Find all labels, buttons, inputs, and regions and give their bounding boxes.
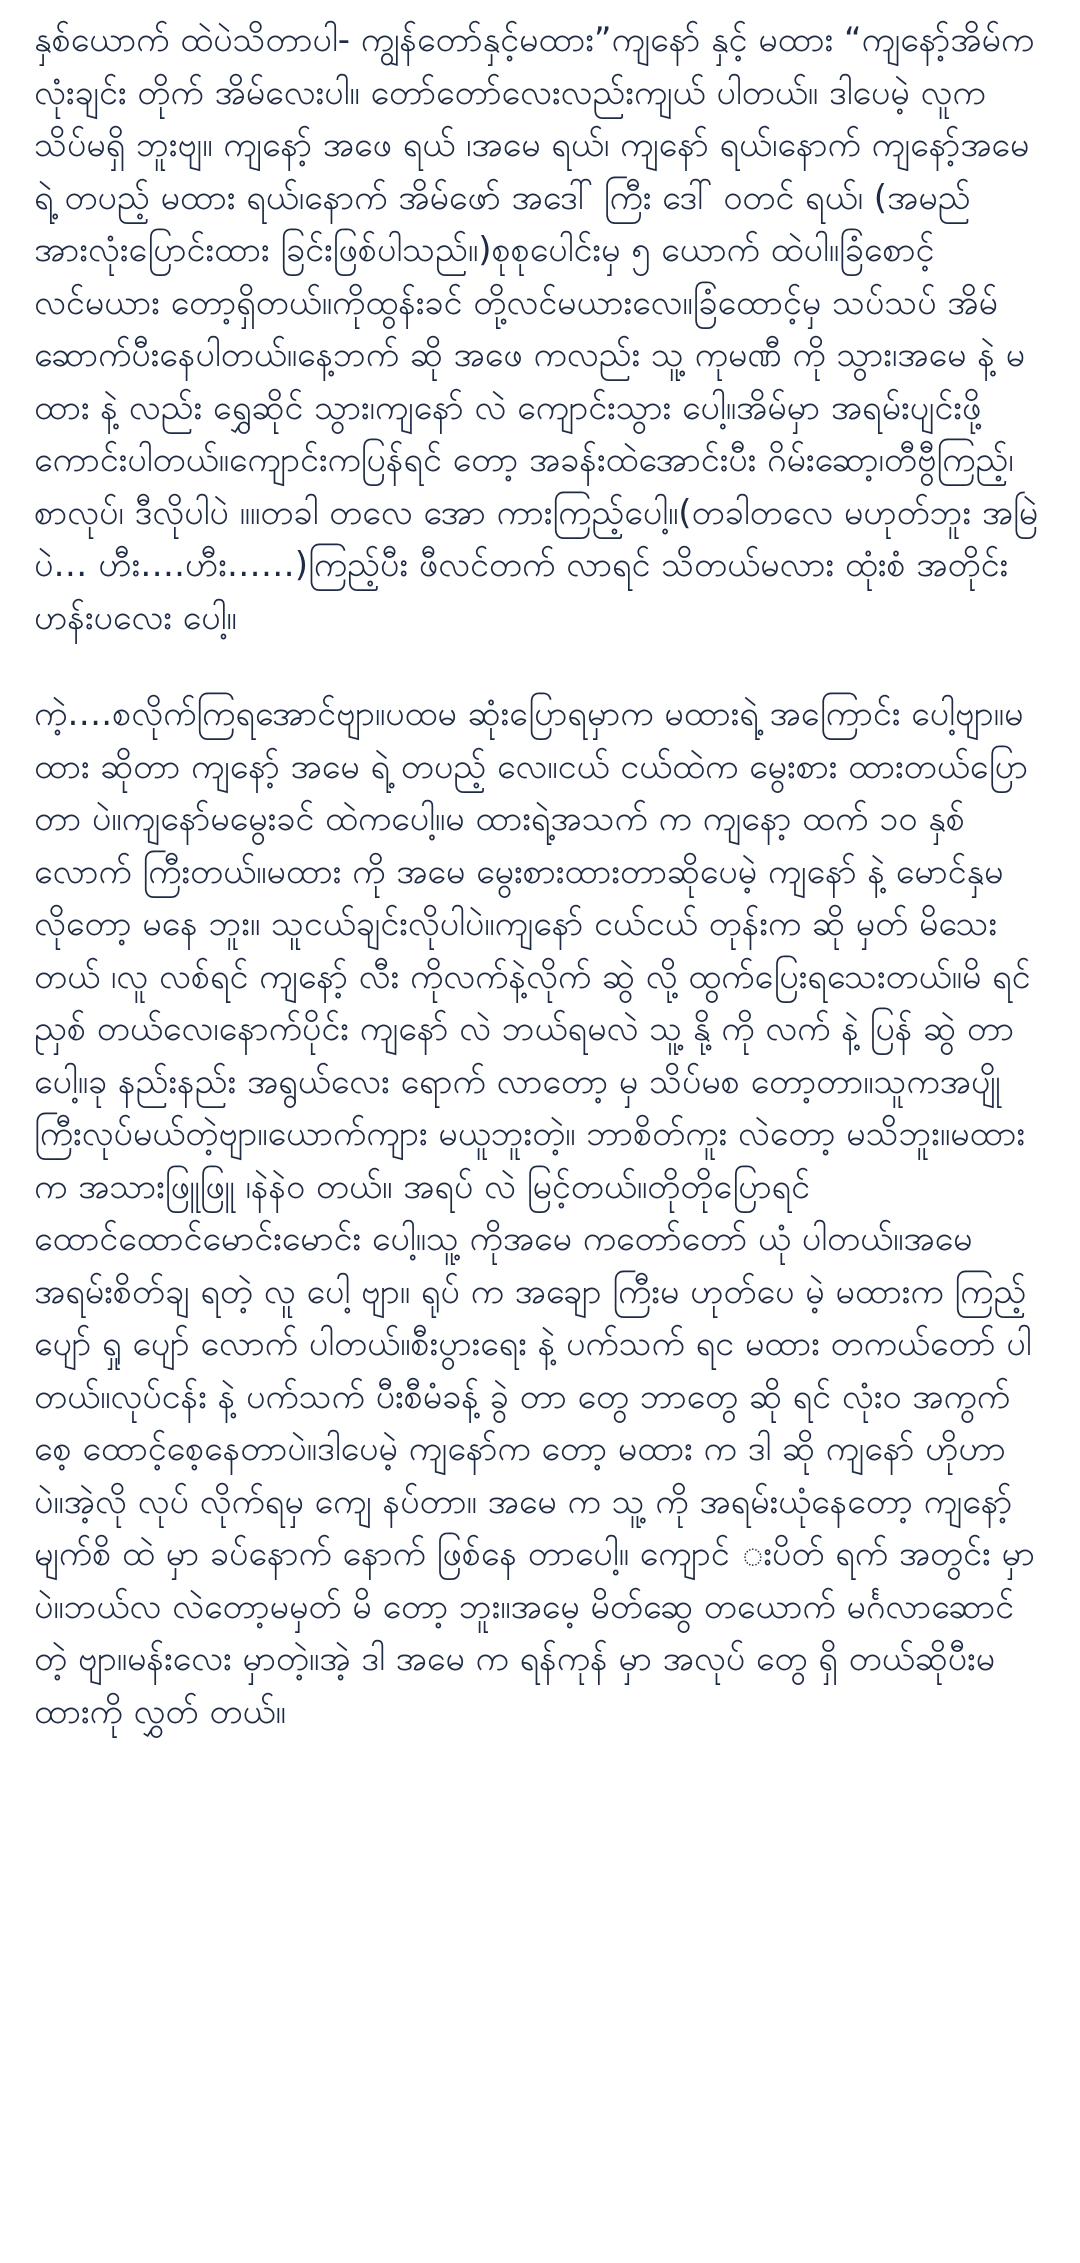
paragraph: ကဲ့….စလိုက်ကြရအောင်ဗျာ။ပထမ ဆုံးပြောရမှာက မထားရဲ့ အကြောင်း ပေါ့ဗျာ။မထား ဆိုတာ ကျနော့် အမေ ရဲ့ တပည့် လေ။ငယ် ငယ်ထဲက မွေးစား ထားတယ်ပြောတာ ပဲ။ကျနော်မမွေးခင် ထဲကပေါ့။မ ထားရဲ့အသက် က ကျနော့ ထက် ၁၀ နှစ်လောက် ကြီးတယ်။မထား ကို အမေ မွေးစားထားတာဆိုပေမဲ့ ကျနော် နဲ့ မောင်နှမ လိုတော့ မနေ ဘူး။ သူငယ်ချင်းလိုပါပဲ။ကျနော် ငယ်ငယ် တုန်းက ဆို မှတ် မိသေးတယ် ၊လူ လစ်ရင် ကျနော့် လီး ကိုလက်နဲ့လိုက် ဆွဲ လို့ ထွက်ပြေးရသေးတယ်။မိ ရင် ညှစ် တယ်လေ၊နောက်ပိုင်း ကျနော် လဲ ဘယ်ရမလဲ သူ့ နို့ ကို လက် နဲ့ ပြန် ဆွဲ တာပေါ့။ခု နည်းနည်း အရွယ်လေး ရောက် လာတော့ မှ သိပ်မစ တော့တာ။သူကအပျို ကြီးလုပ်မယ်တဲ့ဗျာ။ယောက်ကျား မယူဘူးတဲ့။ ဘာစိတ်ကူး လဲတော့ မသိဘူး။မထားက အသားဖြူဖြူ ၊နဲနဲဝ တယ်။ အရပ် လဲ မြင့်တယ်။တိုတိုပြောရင် ထောင်ထောင်မောင်းမောင်း ပေါ့။သူ့ ကိုအမေ ကတော်တော် ယုံ ပါတယ်။အမေ အရမ်းစိတ်ချ ရတဲ့ လူ ပေါ့ ဗျာ။ ရုပ် က အချော ကြီးမ ဟုတ်ပေ မဲ့ မထားက ကြည့်ပျော် ရှု ပျော် လောက် ပါတယ်။စီးပွားရေး နဲ့ ပက်သက် ရင မထား တကယ်တော် ပါ တယ်။လုပ်ငန်း နဲ့ ပက်သက် ပီးစီမံခန့် ခွဲ တာ တွေ ဘာတွေ ဆို ရင် လုံး၀ အကွက် စေ့ ထောင့်စေ့နေတာပဲ။ဒါပေမဲ့ ကျနော်က တော့ မထား က ဒါ ဆို ကျနော် ဟိုဟာ ပဲ။အဲ့လို လုပ် လိုက်ရမှ ကျေ နပ်တာ။ အမေ က သူ့ ကို အရမ်းယုံနေတော့ ကျနော့် မျက်စိ ထဲ မှာ ခပ်နောက် နောက် ဖြစ်နေ တာပေါ့။ ကျောင် းပိတ် ရက် အတွင်း မှာပဲ။ဘယ်လ လဲတော့မမှတ် မိ တော့ ဘူး။အမေ့ မိတ်ဆွေ တယောက် မင်္ဂလာဆောင် တဲ့ ဗျာ။မန်းလေး မှာတဲ့။အဲ့ ဒါ အမေ က ရန်ကုန် မှာ အလုပ် တွေ ရှိ တယ်ဆိုပီးမထားကို လွှတ် တယ်။ <box>34 694 1035 1732</box>
paragraph: နှစ်ယောက် ထဲပဲသိတာပါ- ကျွန်တော်နှင့်မထား”ကျနော် နှင့် မထား “ကျနော့်အိမ်က လုံးချင်း တိုက် အိမ်လေးပါ။ တော်တော်လေးလည်းကျယ် ပါတယ်။ ဒါပေမဲ့ လူက သိပ်မရှိ ဘူးဗျ။ ကျနော့် အဖေ ရယ် ၊အမေ ရယ်၊ ကျနော် ရယ်၊နောက် ကျနော့်အမေ ရဲ့ တပည့် မထား ရယ်၊နောက် အိမ်ဖော် အဒေါ် ကြီး ဒေါ် ဝတင် ရယ်၊ (အမည်အားလုံးပြောင်းထား ခြင်းဖြစ်ပါသည်။)စုစုပေါင်းမှ ၅ ယောက် ထဲပါ။ခြံစောင့်လင်မယား တော့ရှိတယ်။ကိုထွန်းခင် တို့လင်မယားလေ။ခြံထောင့်မှ သပ်သပ် အိမ် ဆောက်ပီးနေပါတယ်။နေ့ဘက် ဆို အဖေ ကလည်း သူ့ ကုမဏီ ကို သွား၊အမေ နဲ့ မထား နဲ့ လည်း ရွှေဆိုင် သွား၊ကျနော် လဲ ကျောင်းသွား ပေါ့။အိမ်မှာ အရမ်းပျင်းဖို့ကောင်းပါတယ်။ကျောင်းကပြန်ရင် တော့ အခန်းထဲအောင်းပီး ဂိမ်းဆော့၊တီဗွီကြည့်၊စာလုပ်၊ ဒီလိုပါပဲ ။။တခါ တလေ အော ကားကြည့်ပေါ့။(တခါတလေ မဟုတ်ဘူး အမြဲ ပဲ… ဟီး….ဟီး……)ကြည့်ပီး ဖီလင်တက် လာရင် သိတယ်မလား ထုံးစံ အတိုင်း ဟန်းပလေး ပေါ့။ <box>34 20 1039 638</box>
